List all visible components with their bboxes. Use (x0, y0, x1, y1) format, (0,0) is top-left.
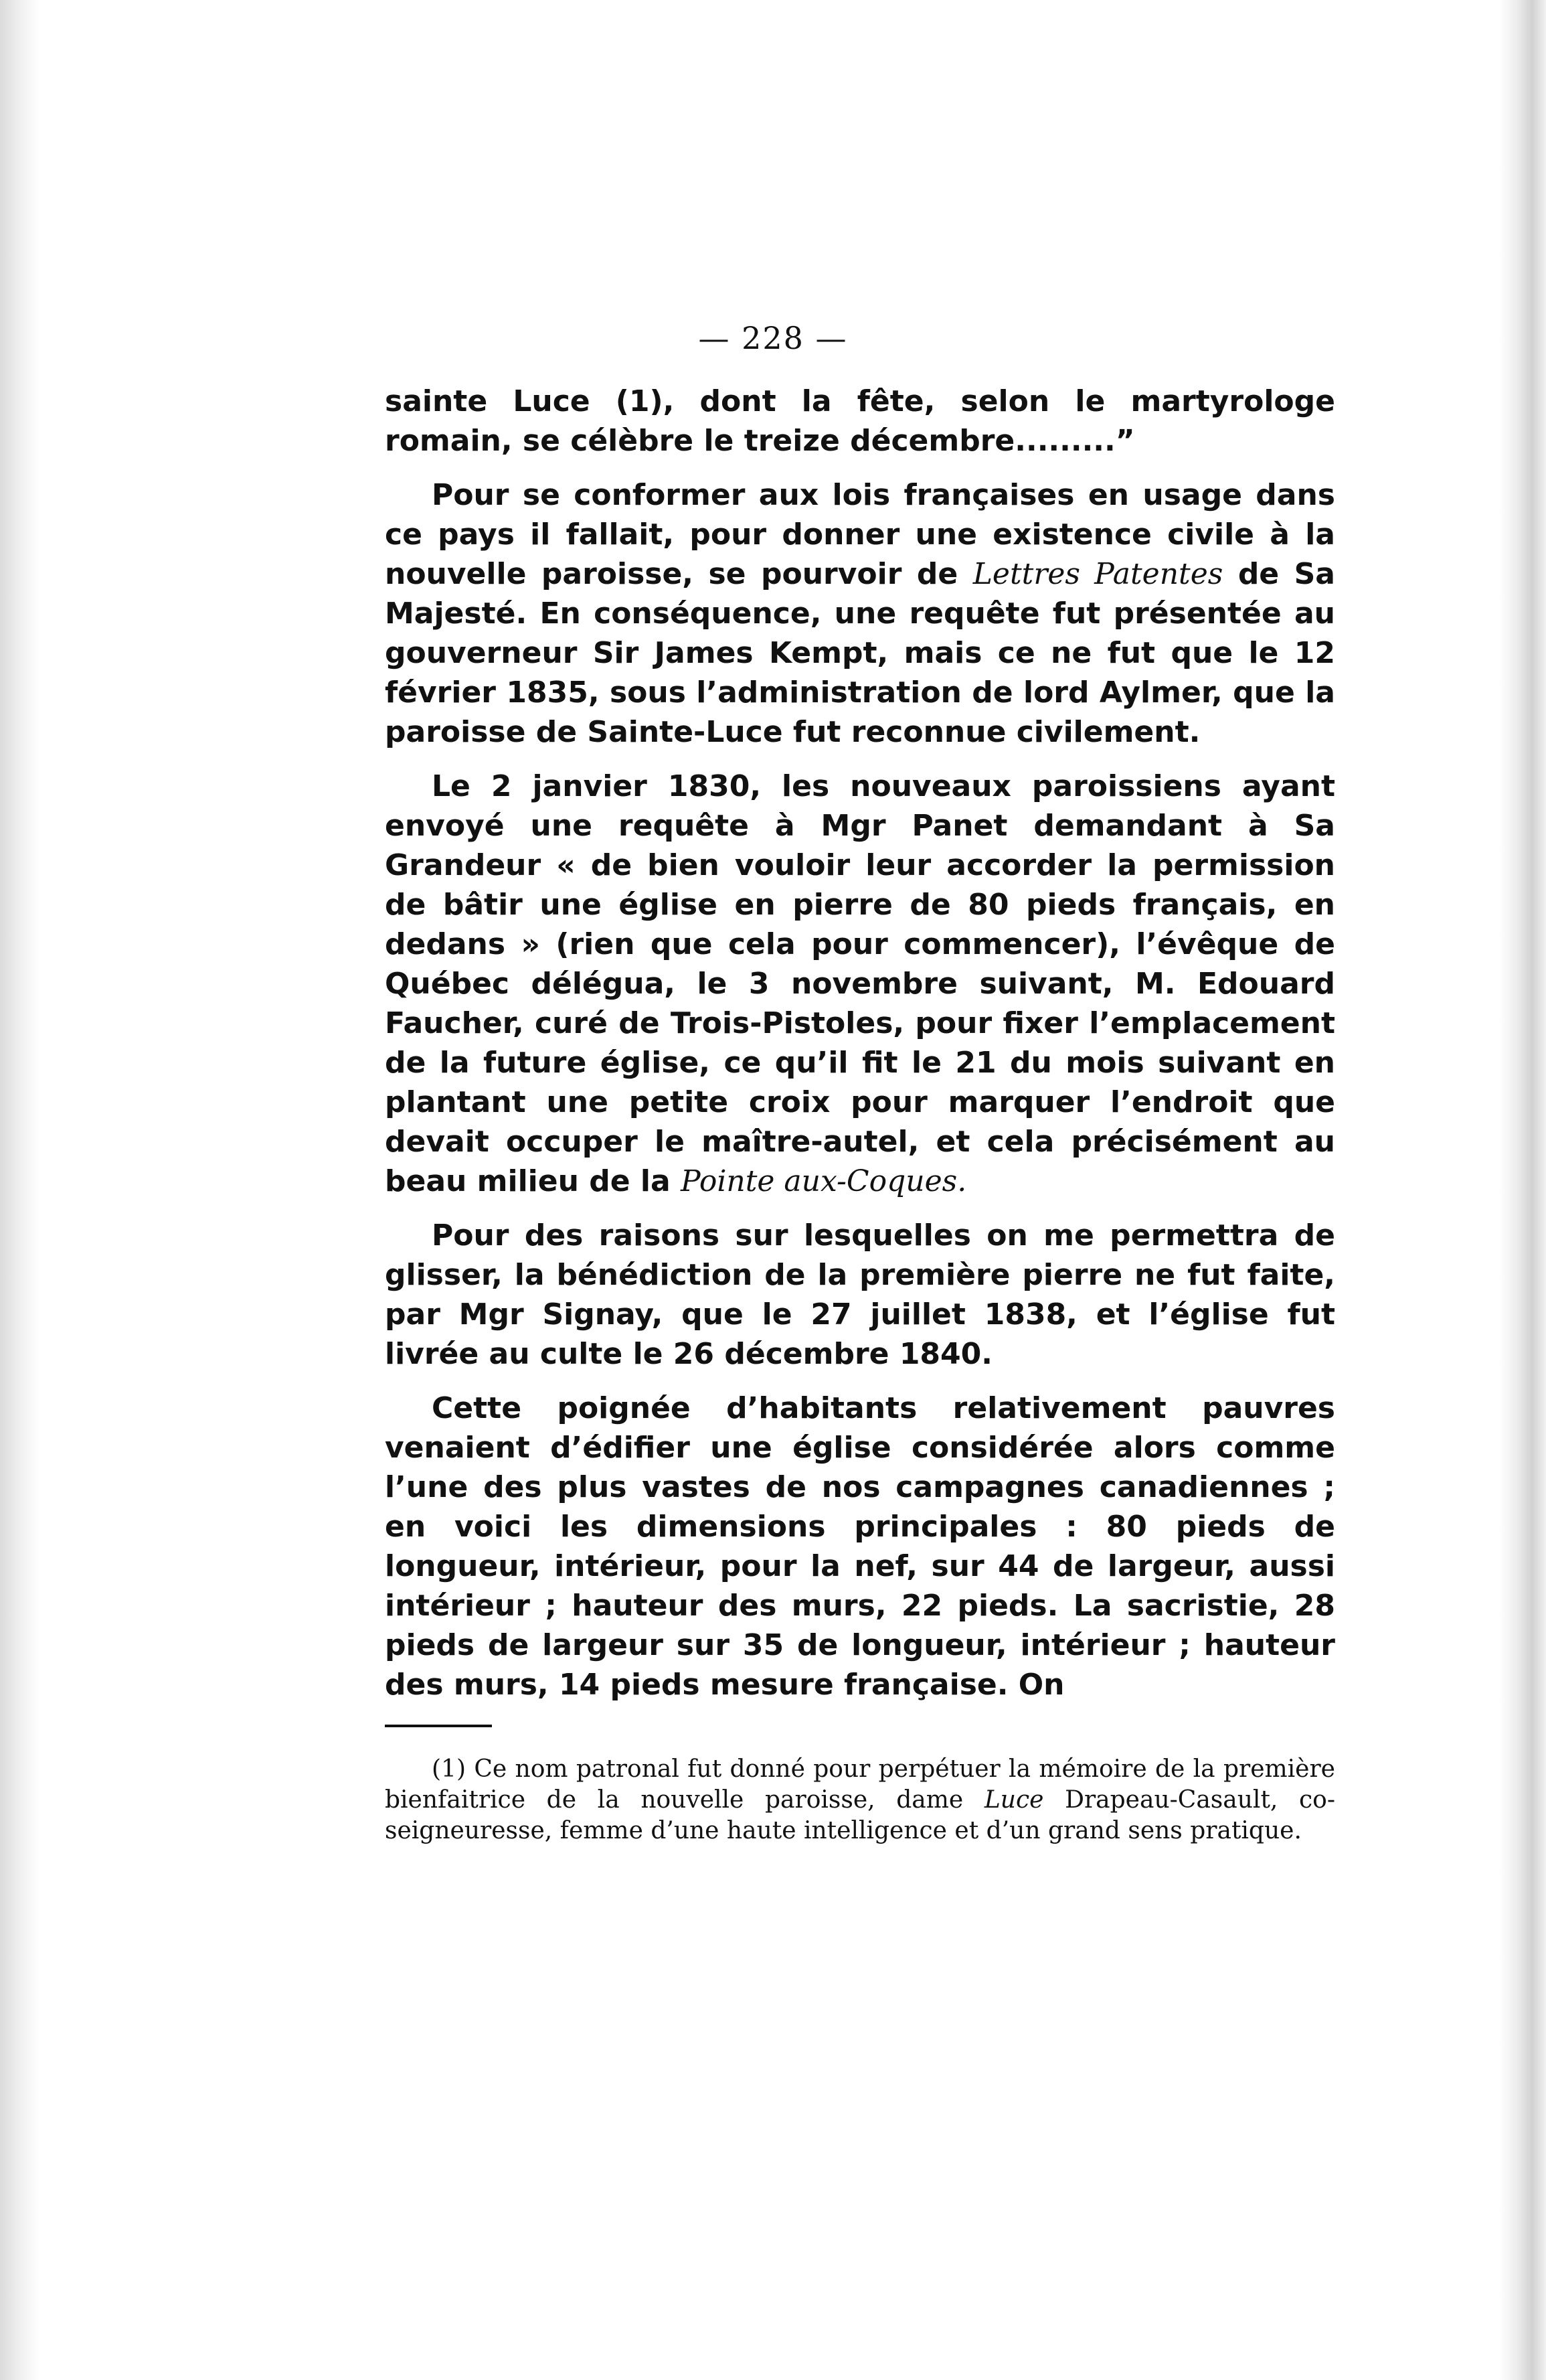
paragraph-4: Pour des raisons sur lesquelles on me permettra de glisser, la bénédiction de la première pierre ne fut faite, par Mgr Signay, que le 27 juillet 1838, et l’église fut livrée au culte le 26 décembre 1840. (385, 1218, 1335, 1371)
footnote-text (385, 1754, 1335, 1846)
paragraph-1: sainte Luce (1), dont la fête, selon le martyrologe romain, se célèbre le treize décembre.........” (385, 384, 1335, 458)
paragraph-2 (385, 475, 1335, 752)
scan-shadow-right (1499, 0, 1546, 2380)
footnote-start: (1) Ce nom patronal fut donné pour perpétuer la mémoire de la première bienfaitrice de la nouvelle paroisse, dame (385, 1755, 1335, 1814)
paragraph-3 (385, 767, 1335, 1201)
paragraph-3-italic: Pointe aux-Coques. (681, 1164, 967, 1198)
scan-shadow-left (0, 0, 40, 2380)
paragraph-3-start: Le 2 janvier 1830, les nouveaux paroissiens ayant envoyé une requête à Mgr Panet demandant à Sa Grandeur « de bien vouloir leur accorder la permission de bâtir une église en pierre de 80 pieds français, en dedans » (rien que cela pour commencer), l’évêque de Québec délégua, le 3 novembre suivant, M. Edouard Faucher, curé de Trois-Pistoles, pour fixer l’emplacement de la future église, ce qu’il fit le 21 du mois suivant en plantant une petite croix pour marquer l’endroit que devait occuper le maître-autel, et cela précisément au beau milieu de la (385, 769, 1335, 1198)
footnote-end: Drapeau-Casault, co-seigneuresse, femme d’une haute intelligence et d’un grand sens pratique. (385, 1786, 1336, 1844)
footnote (385, 1754, 1335, 1846)
footnote-separator (385, 1725, 492, 1727)
paragraph-2-italic: Lettres Patentes (972, 557, 1223, 591)
paragraph-2-end: de Sa Majesté. En conséquence, une requête fut présentée au gouverneur Sir James Kempt, mais ce ne fut que le 12 février 1835, sous l’administration de lord Aylmer, que la paroisse de Sainte-Luce fut reconnue civilement. (385, 557, 1335, 749)
paragraph-5: Cette poignée d’habitants relativement pauvres venaient d’édifier une église considérée alors comme l’une des plus vastes de nos campagnes canadiennes ; en voici les dimensions principales : 80 pieds de longueur, intérieur, pour la nef, sur 44 de largeur, aussi intérieur ; hauteur des murs, 22 pieds. La sacristie, 28 pieds de largeur sur 35 de longueur, intérieur ; hauteur des murs, 14 pieds mesure française. On (385, 1391, 1335, 1702)
paragraph-2-start: Pour se conformer aux lois françaises en usage dans ce pays il fallait, pour donner une existence civile à la nouvelle paroisse, se pourvoir de (385, 478, 1335, 591)
page-number: — 228 — (698, 320, 848, 356)
footnote-italic: Luce (984, 1786, 1044, 1814)
body-text (385, 382, 1335, 1719)
